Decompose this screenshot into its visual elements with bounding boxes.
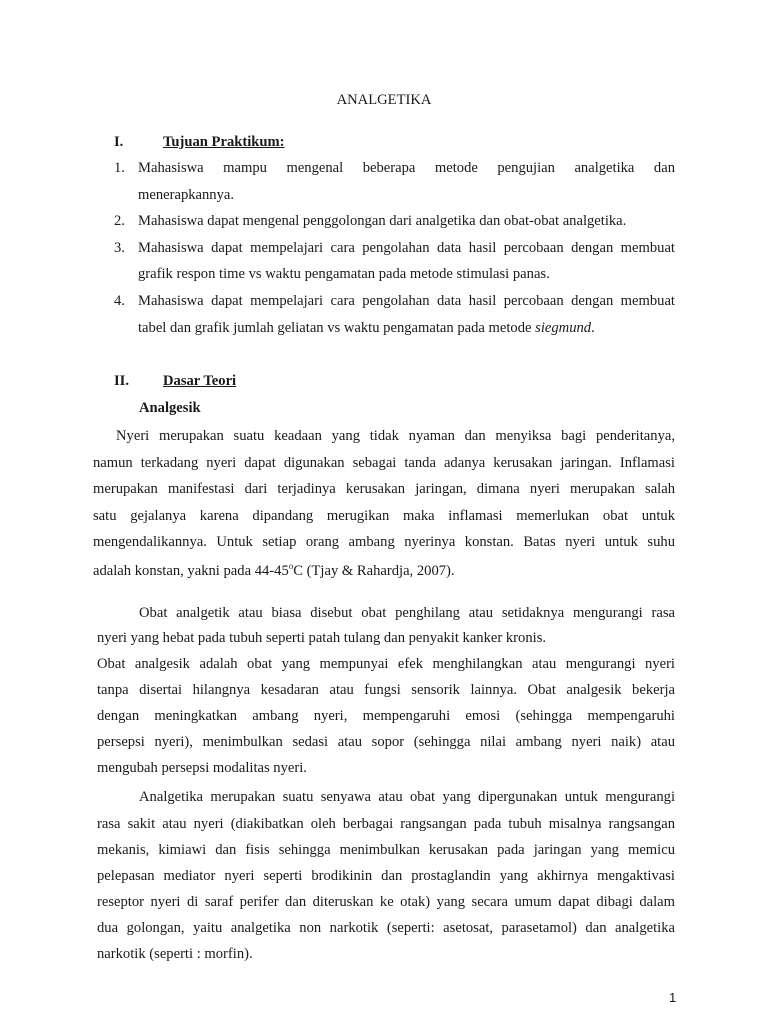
list-item-line: Mahasiswa dapat mengenal penggolongan dari analgetika dan obat-obat analgetika. [138, 213, 627, 229]
document-title: ANALGETIKA [336, 92, 432, 108]
list-item-line: grafik respon time vs waktu pengamatan pada metode stimulasi panas. [138, 266, 550, 282]
paragraph-line: narkotik (seperti : morfin). [97, 946, 253, 962]
section-2-number: II. [114, 373, 130, 389]
paragraph-line: Obat analgetik atau biasa disebut obat penghilang atau setidaknya mengurangi rasa [139, 605, 675, 621]
paragraph-line: Obat analgesik adalah obat yang mempunyai efek menghilangkan atau mengurangi nyeri [97, 656, 675, 672]
list-item-line: Mahasiswa dapat mempelajari cara pengolahan data hasil percobaan dengan membuat [138, 293, 675, 309]
page-number: 1 [669, 990, 677, 1005]
list-item-line: tabel dan grafik jumlah geliatan vs waktu pengamatan pada metode siegmund. [138, 320, 595, 336]
paragraph-line: dengan meningkatkan ambang nyeri, mempengaruhi emosi (sehingga mempengaruhi [97, 708, 675, 724]
subheading-analgesik: Analgesik [139, 400, 201, 416]
section-1-number: I. [114, 134, 124, 150]
list-item-number: 4. [114, 293, 125, 309]
italic-method-name: siegmund [535, 320, 592, 336]
paragraph-line: Analgetika merupakan suatu senyawa atau obat yang dipergunakan untuk mengurangi [139, 789, 675, 805]
paragraph-line: mengendalikannya. Untuk setiap orang ambang nyerinya konstan. Batas nyeri untuk suhu [93, 534, 675, 550]
paragraph-line: Nyeri merupakan suatu keadaan yang tidak nyaman dan menyiksa bagi penderitanya, [116, 428, 675, 444]
section-2-heading: Dasar Teori [163, 373, 237, 389]
paragraph-line: nyeri yang hebat pada tubuh seperti patah tulang dan penyakit kanker kronis. [97, 630, 547, 646]
list-item-number: 1. [114, 160, 125, 176]
paragraph-line: merupakan manifestasi dari terjadinya kerusakan jaringan, dimana nyeri merupakan salah [93, 481, 675, 497]
paragraph-line: mengubah persepsi modalitas nyeri. [97, 760, 307, 776]
list-item-line: Mahasiswa mampu mengenal beberapa metode pengujian analgetika dan [138, 160, 675, 176]
paragraph-line: namun terkadang nyeri dapat digunakan sebagai tanda adanya kerusakan jaringan. Inflamasi [93, 455, 675, 471]
paragraph-line: satu gejalanya karena dipandang merugikan maka inflamasi memerlukan obat untuk [93, 508, 675, 524]
list-item-line: Mahasiswa dapat mempelajari cara pengolahan data hasil percobaan dengan membuat [138, 240, 675, 256]
paragraph-line: reseptor nyeri di saraf perifer dan diteruskan ke otak) yang secara umum dapat dibagi dalam [97, 894, 675, 910]
paragraph-line: persepsi nyeri), menimbulkan sedasi atau sopor (sehingga nilai ambang nyeri naik) atau [97, 734, 675, 750]
paragraph-line: rasa sakit atau nyeri (diakibatkan oleh berbagai rangsangan pada tubuh misalnya rangsangan [97, 816, 675, 832]
paragraph-line: dua golongan, yaitu analgetika non narkotik (seperti: asetosat, parasetamol) dan analgetika [97, 920, 675, 936]
degree-superscript: o [288, 561, 294, 571]
list-item-number: 3. [114, 240, 125, 256]
section-1-heading: Tujuan Praktikum: [163, 134, 285, 150]
list-item-number: 2. [114, 213, 125, 229]
paragraph-line: mekanis, kimiawi dan fisis sehingga menimbulkan kerusakan pada jaringan yang memicu [97, 842, 675, 858]
paragraph-line: tanpa disertai hilangnya kesadaran atau fungsi sensorik lainnya. Obat analgesik bekerja [97, 682, 675, 698]
list-item-line: menerapkannya. [138, 187, 235, 203]
paragraph-line: adalah konstan, yakni pada 44-45$^o$C (Tjay & Rahardja, 2007). [93, 561, 455, 579]
paragraph-line: pelepasan mediator nyeri seperti brodikinin dan prostaglandin yang akhirnya mengaktivasi [97, 868, 675, 884]
